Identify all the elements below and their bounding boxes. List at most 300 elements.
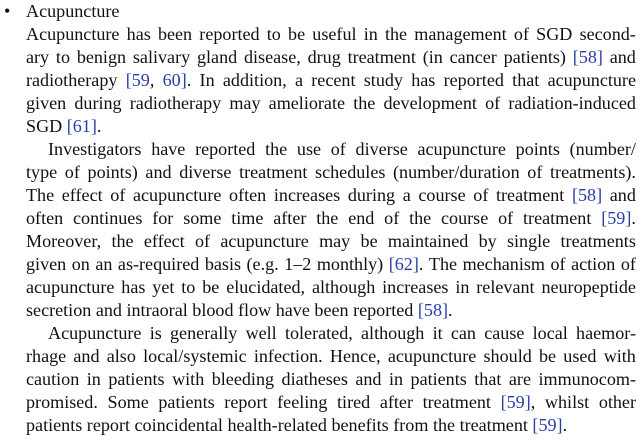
word-group (504, 46, 566, 69)
word-group (152, 276, 174, 299)
word-group (199, 23, 259, 46)
word-group (26, 253, 66, 276)
word: also (106, 346, 136, 366)
word-group (229, 92, 260, 115)
word: . (186, 70, 192, 90)
word: maintained (387, 231, 469, 251)
word-group (393, 161, 520, 184)
text-line (26, 253, 636, 276)
word: cause (484, 323, 525, 343)
word: single (506, 231, 551, 251)
text-line (26, 92, 636, 115)
word-group (212, 368, 274, 391)
word: basis (204, 254, 242, 274)
word-group (151, 138, 185, 161)
word-group (496, 184, 564, 207)
word-group (509, 368, 531, 391)
word: acupuncture (417, 139, 506, 159)
word-group (385, 23, 407, 46)
word: for (152, 208, 174, 228)
word-group (145, 161, 171, 184)
citation-link[interactable]: [62] (388, 254, 419, 274)
word: in (455, 277, 470, 297)
word-group (451, 322, 476, 345)
word-group (423, 391, 491, 414)
word-group (444, 69, 504, 92)
word: ameliorate (268, 93, 346, 113)
word-group (561, 230, 636, 253)
word: promised. (26, 392, 98, 412)
word-group (319, 230, 350, 253)
word-group (74, 92, 121, 115)
word-group (172, 368, 204, 391)
word-group (570, 138, 636, 161)
word: patients (108, 369, 165, 389)
word-group (551, 253, 566, 276)
word: that (474, 369, 502, 389)
word-group (476, 276, 534, 299)
word: , (149, 70, 155, 90)
word: with (172, 369, 205, 389)
word: diatheses (281, 369, 348, 389)
word: after (273, 208, 307, 228)
word: of (110, 185, 126, 205)
word: treatments). (550, 162, 636, 182)
word-group (127, 23, 151, 46)
word: (e.g. (246, 254, 279, 274)
word-group (285, 322, 353, 345)
word-group (507, 230, 550, 253)
word: bleeding (211, 369, 275, 389)
citation-link[interactable]: [59 (125, 70, 150, 90)
word: treatment (523, 208, 592, 228)
word: caution (26, 369, 80, 389)
word: (number/ (569, 139, 636, 159)
word-group (508, 92, 636, 115)
word-group (361, 230, 378, 253)
text-run: patients report coincidental health-related benefits from the treatment (26, 415, 533, 435)
word-group (269, 92, 345, 115)
word-group (195, 230, 210, 253)
word-group (26, 276, 114, 299)
word-group (418, 184, 465, 207)
word: and (355, 369, 382, 389)
text-line (26, 207, 636, 230)
word-group (111, 230, 133, 253)
word: to (266, 24, 281, 44)
text-line (26, 391, 636, 414)
word: given (26, 93, 67, 113)
word: monthly) (316, 254, 384, 274)
word: the (111, 231, 134, 251)
word: radiation-induced (508, 93, 636, 113)
text-run: . (562, 415, 568, 435)
word-group (316, 207, 338, 230)
word: reported (443, 70, 504, 90)
word-group (473, 184, 488, 207)
text-run: secretion and intraoral blood flow have been reported (26, 300, 418, 320)
word: although (311, 277, 376, 297)
word: radiotherapy (129, 93, 222, 113)
word-group (202, 276, 219, 299)
word-group (108, 368, 164, 391)
citation-link[interactable]: [59] (500, 392, 531, 412)
word-group (418, 138, 506, 161)
word-group (384, 207, 399, 230)
word: used (563, 346, 597, 366)
word: local/systemic (143, 346, 247, 366)
word-group (265, 138, 287, 161)
section-heading: Acupuncture (26, 1, 120, 21)
word-group (382, 276, 448, 299)
word-group (223, 69, 287, 92)
text-line (26, 345, 636, 368)
word-group (484, 322, 524, 345)
word-group (409, 207, 431, 230)
word: ary (26, 47, 50, 67)
word-group (170, 322, 237, 345)
word-group (548, 69, 636, 92)
word-group (563, 345, 596, 368)
word-group (26, 391, 98, 414)
word-group (312, 276, 375, 299)
word-group (163, 69, 192, 92)
word-group (601, 207, 636, 230)
word: diverse (355, 139, 408, 159)
text-run: SGD (26, 116, 67, 136)
word: although (361, 323, 425, 343)
word: an (95, 254, 113, 274)
word-group (474, 368, 501, 391)
word: of (194, 231, 211, 251)
word: increases (273, 185, 341, 205)
word: yet (152, 277, 175, 297)
word-group (348, 46, 416, 69)
citation-link[interactable]: [58] (417, 300, 449, 320)
word-group (65, 161, 80, 184)
word: schedules (315, 162, 386, 182)
word: tired (337, 392, 371, 412)
text-line (26, 115, 101, 138)
word-group (26, 69, 117, 92)
word-group (353, 92, 375, 115)
word-group (56, 46, 70, 69)
word: in (388, 369, 404, 389)
word: of (527, 162, 543, 182)
citation-link[interactable]: 60] (162, 70, 187, 90)
word-group (26, 345, 66, 368)
word: end (348, 208, 375, 228)
text-run: . (96, 116, 102, 136)
citation-link[interactable]: [58] (572, 47, 603, 67)
word: of (330, 139, 346, 159)
word: Acupuncture (48, 323, 142, 343)
word-group (72, 253, 90, 276)
word-group (331, 138, 346, 161)
word: Some (107, 392, 149, 412)
word-group (383, 92, 476, 115)
word-group (282, 368, 348, 391)
word-group (441, 207, 488, 230)
word: acupuncture (26, 277, 115, 297)
word: in (86, 369, 101, 389)
word-group (274, 184, 340, 207)
word: may (229, 93, 261, 113)
word: second- (579, 24, 636, 44)
word: patients (158, 392, 215, 412)
word-group (277, 391, 327, 414)
word: Moreover, (26, 231, 102, 251)
word: the (409, 208, 432, 228)
word-group (26, 230, 101, 253)
word-group (485, 92, 500, 115)
word-group (205, 253, 241, 276)
word: . (631, 208, 636, 228)
word: some (183, 208, 222, 228)
word-group (433, 322, 443, 345)
text-line (26, 46, 636, 69)
word-group (538, 368, 636, 391)
word-group (539, 345, 556, 368)
word-group (158, 391, 214, 414)
word-group (364, 69, 403, 92)
word: The (26, 185, 55, 205)
word-group (484, 345, 532, 368)
word: type (26, 162, 58, 182)
word-group (26, 23, 119, 46)
word-group (533, 322, 568, 345)
text-line (48, 138, 636, 161)
word: acupuncture (220, 231, 309, 251)
word: gland (196, 47, 238, 67)
word-group (604, 345, 636, 368)
word-group (107, 345, 136, 368)
citation-link[interactable]: [59] (532, 415, 563, 435)
word: treatment (422, 392, 491, 412)
word-group (152, 207, 173, 230)
word-group (573, 46, 603, 69)
word-group (121, 276, 145, 299)
word: of (384, 208, 400, 228)
word: it (432, 323, 443, 343)
word: been (157, 24, 193, 44)
word: has (411, 70, 436, 90)
word-group (48, 138, 141, 161)
word: 1–2 (284, 254, 312, 274)
word-group (450, 46, 497, 69)
word: effect (61, 185, 103, 205)
word-group (388, 230, 468, 253)
word: tolerated, (284, 323, 353, 343)
word-group (229, 184, 266, 207)
word: as-required (117, 254, 200, 274)
word: given (26, 254, 67, 274)
word-group (308, 46, 341, 69)
word: points (515, 139, 560, 159)
text-line (26, 161, 636, 184)
word-group (599, 391, 636, 414)
word-group (317, 253, 383, 276)
word: is (149, 323, 162, 343)
word: cancer (449, 47, 497, 67)
word: infection. (253, 346, 323, 366)
word-group (267, 23, 281, 46)
word: course (418, 185, 466, 205)
word-group (356, 138, 408, 161)
word: the (353, 93, 376, 113)
word-group (348, 184, 395, 207)
word: can (450, 323, 476, 343)
word-group (403, 184, 411, 207)
citation-link[interactable]: [58] (571, 185, 603, 205)
word-group (389, 253, 424, 276)
word: of (485, 93, 501, 113)
word-group (158, 23, 192, 46)
word-group (77, 46, 126, 69)
word-group (183, 207, 221, 230)
word-group (284, 253, 311, 276)
word-group (580, 23, 636, 46)
citation-link[interactable]: [59] (601, 208, 632, 228)
word: treatments (560, 231, 636, 251)
word: study (363, 70, 403, 90)
word: have (151, 139, 186, 159)
word: reported (199, 24, 260, 44)
citation-link[interactable]: [61] (66, 116, 97, 136)
word: local (532, 323, 568, 343)
word-group (126, 69, 155, 92)
word: time (231, 208, 264, 228)
word: recent (311, 70, 356, 90)
word-group (479, 230, 497, 253)
word: (number/duration (393, 162, 520, 182)
word: often (229, 185, 267, 205)
word-group (610, 184, 636, 207)
word-group (87, 368, 101, 391)
word-group (220, 230, 308, 253)
word: use (296, 139, 322, 159)
word: management (414, 24, 507, 44)
word: often (26, 208, 64, 228)
word-group (195, 138, 255, 161)
word: increases (382, 277, 449, 297)
word-group (455, 276, 469, 299)
word-group (541, 276, 635, 299)
word: acupuncture (132, 185, 222, 205)
word: acupuncture (387, 346, 477, 366)
text-line (48, 322, 636, 345)
word-group (246, 322, 277, 345)
word: during (74, 93, 122, 113)
word: a (402, 185, 411, 205)
word-group (297, 138, 321, 161)
word-group (516, 138, 560, 161)
word: are (508, 369, 531, 389)
text-line (26, 230, 636, 253)
word-group (231, 207, 263, 230)
word: be (288, 24, 306, 44)
word: rhage (26, 346, 67, 366)
word-group (572, 184, 602, 207)
word-group (181, 276, 195, 299)
word-group (576, 322, 636, 345)
word-group (536, 23, 572, 46)
word: and (609, 185, 636, 205)
word: well (245, 323, 277, 343)
word-group (463, 253, 545, 276)
word-group (88, 161, 138, 184)
text-line (26, 69, 636, 92)
word: treatment (347, 47, 416, 67)
word-group (311, 69, 355, 92)
word-group (62, 184, 103, 207)
word-group (610, 46, 636, 69)
word: with (603, 346, 636, 366)
word-group (411, 368, 467, 391)
word-group (498, 207, 513, 230)
word: be (360, 231, 378, 251)
text-line (26, 184, 636, 207)
word-group (312, 23, 356, 46)
word-group (411, 69, 435, 92)
word: the (316, 208, 339, 228)
word: of (64, 162, 80, 182)
word: immunocom- (538, 369, 636, 389)
word: (in (422, 47, 443, 67)
word-group (414, 23, 506, 46)
word-group (73, 207, 142, 230)
word-group (244, 46, 301, 69)
word-group (26, 161, 57, 184)
word-group (380, 391, 413, 414)
word: to (181, 277, 196, 297)
word: the (265, 139, 288, 159)
word: drug (307, 47, 341, 67)
word: useful (312, 24, 357, 44)
word: points) (87, 162, 138, 182)
word: be (202, 277, 220, 297)
word: during (347, 185, 396, 205)
word: report (224, 392, 268, 412)
word: . (418, 254, 424, 274)
word-group (315, 161, 385, 184)
word: disease, (243, 47, 301, 67)
word: salivary (132, 47, 191, 67)
word-group (224, 391, 267, 414)
word: that (512, 70, 540, 90)
word: benign (76, 47, 127, 67)
word-group (273, 207, 306, 230)
word-group (26, 184, 54, 207)
word: SGD (536, 24, 573, 44)
word-group (247, 253, 279, 276)
word-group (545, 391, 589, 414)
word-group (26, 368, 79, 391)
word: of (498, 208, 514, 228)
word: effect (143, 231, 185, 251)
word-group (288, 23, 305, 46)
word-group (239, 161, 307, 184)
word: of (620, 254, 636, 274)
word-group (108, 391, 149, 414)
word-group (73, 345, 99, 368)
word-group (254, 345, 323, 368)
word-group (388, 345, 476, 368)
word-group (355, 368, 381, 391)
word: of (550, 254, 566, 274)
word-group (48, 322, 141, 345)
word-group (337, 391, 370, 414)
